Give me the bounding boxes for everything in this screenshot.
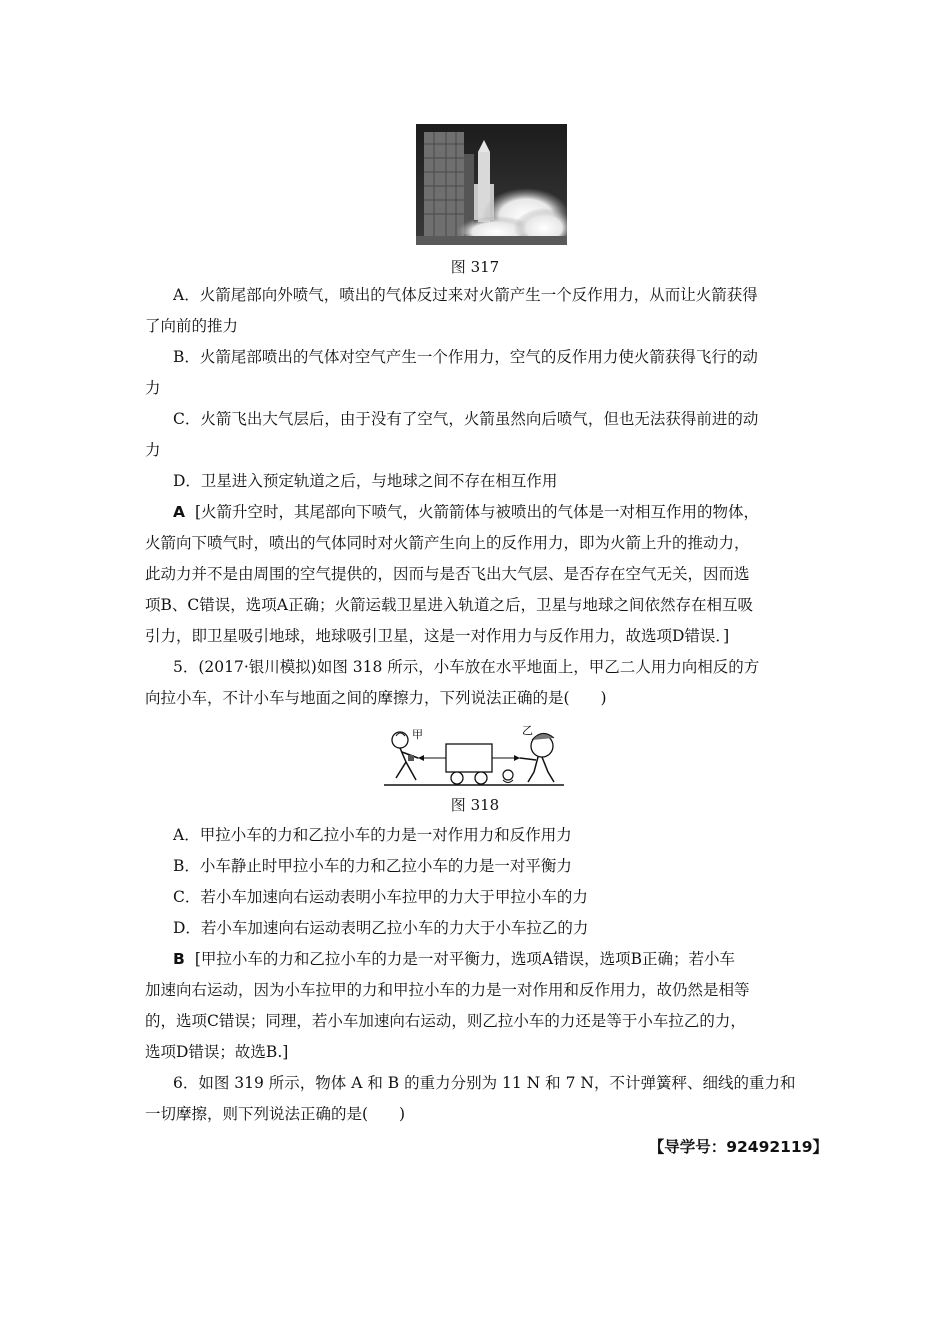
answer-text: [火箭升空时，其尾部向下喷气，火箭箭体与被喷出的气体是一对相互作用的物体， (195, 503, 760, 521)
option-d-line: D．卫星进入预定轨道之后，与地球之间不存在相互作用 (173, 472, 558, 490)
question-5-line-1: 5．(2017·银川模拟)如图 318 所示，小车放在水平地面上，甲乙二人用力向相反的方 (173, 658, 760, 676)
q5-option-a: A．甲拉小车的力和乙拉小车的力是一对作用力和反作用力 (173, 826, 572, 844)
q5-option-d: D．若小车加速向右运动表明乙拉小车的力大于小车拉乙的力 (173, 919, 589, 937)
question-6-line-1: 6．如图 319 所示，物体 A 和 B 的重力分别为 11 N 和 7 N，不计弹簧秤、细线的重力和 (173, 1074, 796, 1092)
answer-4-line-4: 项B、C错误，选项A正确；火箭运载卫星进入轨道之后，卫星与地球之间依然存在相互吸 (145, 596, 753, 614)
label-jia: 甲 (412, 728, 423, 741)
figure-caption-318: 图 318 (450, 796, 500, 814)
question-6-line-2: 一切摩擦，则下列说法正确的是( ) (145, 1105, 406, 1123)
rocket-launch-image (416, 124, 567, 245)
answer-4-line-3: 此动力并不是由周围的空气提供的，因而与是否飞出大气层、是否存在空气无关，因而选 (145, 565, 750, 583)
answer-5-line-3: 的，选项C错误；同理，若小车加速向右运动，则乙拉小车的力还是等于小车拉乙的力， (145, 1012, 746, 1030)
option-a-line-2: 了向前的推力 (145, 317, 239, 335)
option-b-line-2: 力 (145, 379, 161, 397)
guide-number: 【导学号：92492119】 (648, 1138, 828, 1156)
answer-4-line-1 (173, 502, 759, 522)
answer-4-line-2: 火箭向下喷气时，喷出的气体同时对火箭产生向上的反作用力，即为火箭上升的推动力， (145, 534, 750, 552)
figure-caption-317: 图 317 (450, 258, 500, 276)
answer-4-line-5: 引力，即卫星吸引地球，地球吸引卫星，这是一对作用力与反作用力，故选项D错误．] (145, 627, 730, 645)
answer-5-line-2: 加速向右运动，因为小车拉甲的力和甲拉小车的力是一对作用和反作用力，故仍然是相等 (145, 981, 750, 999)
answer-text: [甲拉小车的力和乙拉小车的力是一对平衡力，选项A错误，选项B正确；若小车 (194, 950, 735, 968)
cart-tug-illustration (382, 722, 566, 788)
cart-diagram (382, 722, 566, 788)
answer-5-line-1 (173, 949, 735, 969)
option-a-line-1: A．火箭尾部向外喷气，喷出的气体反过来对火箭产生一个反作用力，从而让火箭获得 (173, 286, 758, 304)
q5-option-c: C．若小车加速向右运动表明小车拉甲的力大于甲拉小车的力 (173, 888, 588, 906)
answer-5-line-4: 选项D错误；故选B.] (145, 1043, 289, 1061)
option-b-line-1: B．火箭尾部喷出的气体对空气产生一个作用力，空气的反作用力使火箭获得飞行的动 (173, 348, 758, 366)
label-yi: 乙 (522, 724, 533, 737)
answer-letter: A (173, 503, 185, 521)
option-c-line-2: 力 (145, 441, 161, 459)
question-5-line-2: 向拉小车，不计小车与地面之间的摩擦力，下列说法正确的是( ) (145, 689, 607, 707)
option-c-line-1: C．火箭飞出大气层后，由于没有了空气，火箭虽然向后喷气，但也无法获得前进的动 (173, 410, 759, 428)
q5-option-b: B．小车静止时甲拉小车的力和乙拉小车的力是一对平衡力 (173, 857, 572, 875)
answer-letter: B (173, 950, 185, 968)
rocket-launch-photo (416, 124, 567, 245)
